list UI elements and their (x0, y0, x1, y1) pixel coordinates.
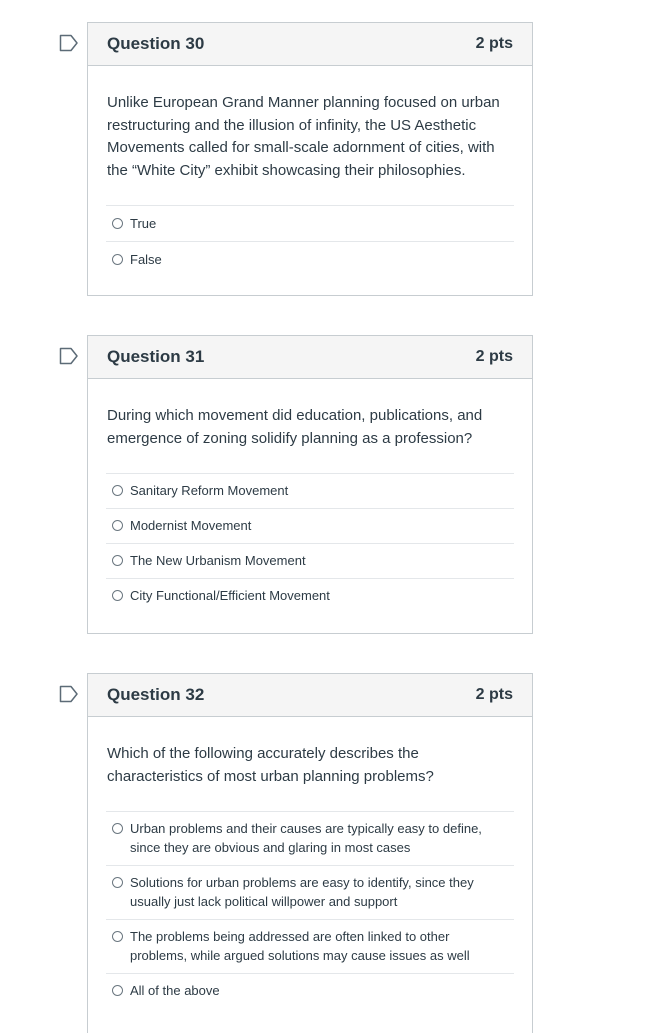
radio-icon[interactable] (112, 520, 123, 531)
question-points: 2 pts (475, 348, 513, 365)
answer-label: False (130, 251, 162, 267)
answer-option[interactable] (106, 543, 514, 578)
flag-question-icon[interactable] (59, 347, 79, 365)
question-card-30 (87, 22, 533, 296)
answer-label: Urban problems and their causes are typically easy to define, since they are obvious and glaring in most cases (130, 821, 482, 856)
flag-question-icon[interactable] (59, 685, 79, 703)
answer-option[interactable] (106, 578, 514, 613)
question-text: Unlike European Grand Manner planning focused on urban restructuring and the illusion of infinity, the US Aesthetic Movements called for small-scale adornment of cities, with the “White City” exhibit showcasing their philosophies. (107, 94, 500, 180)
radio-icon[interactable] (112, 931, 123, 942)
radio-icon[interactable] (112, 590, 123, 601)
answer-option[interactable] (106, 508, 514, 543)
answer-option[interactable] (106, 919, 514, 973)
answer-label: All of the above (130, 983, 220, 999)
radio-icon[interactable] (112, 555, 123, 566)
answer-option[interactable] (106, 865, 514, 919)
question-points: 2 pts (475, 35, 513, 52)
answer-option[interactable] (106, 473, 514, 508)
answer-label: Sanitary Reform Movement (130, 483, 289, 499)
question-title: Question 32 (107, 685, 205, 704)
radio-icon[interactable] (112, 485, 123, 496)
question-card-31 (87, 335, 533, 634)
question-card-32 (87, 673, 533, 1033)
question-header (88, 674, 532, 717)
flag-question-icon[interactable] (59, 34, 79, 52)
answer-list (106, 205, 514, 277)
answer-label: Solutions for urban problems are easy to identify, since they usually just lack political willpower and support (130, 875, 474, 910)
question-text: During which movement did education, publications, and emergence of zoning solidify planning as a profession? (107, 407, 483, 447)
question-header (88, 336, 532, 379)
answer-option[interactable] (106, 205, 514, 241)
answer-label: The problems being addressed are often linked to other problems, while argued solutions may cause issues as well (130, 929, 470, 964)
answer-option[interactable] (106, 241, 514, 277)
radio-icon[interactable] (112, 254, 123, 265)
answer-label: True (130, 215, 157, 231)
radio-icon[interactable] (112, 877, 123, 888)
question-text: Which of the following accurately describes the characteristics of most urban planning problems? (107, 745, 434, 785)
answer-list (106, 473, 514, 613)
answer-label: Modernist Movement (130, 518, 252, 534)
answer-option[interactable] (106, 973, 514, 1009)
answer-list (106, 811, 514, 1009)
answer-label: The New Urbanism Movement (130, 553, 306, 569)
question-points: 2 pts (475, 686, 513, 703)
question-header (88, 23, 532, 66)
answer-label: City Functional/Efficient Movement (130, 588, 330, 604)
radio-icon[interactable] (112, 218, 123, 229)
answer-option[interactable] (106, 811, 514, 865)
radio-icon[interactable] (112, 985, 123, 996)
question-title: Question 31 (107, 347, 205, 366)
question-title: Question 30 (107, 34, 205, 53)
radio-icon[interactable] (112, 823, 123, 834)
